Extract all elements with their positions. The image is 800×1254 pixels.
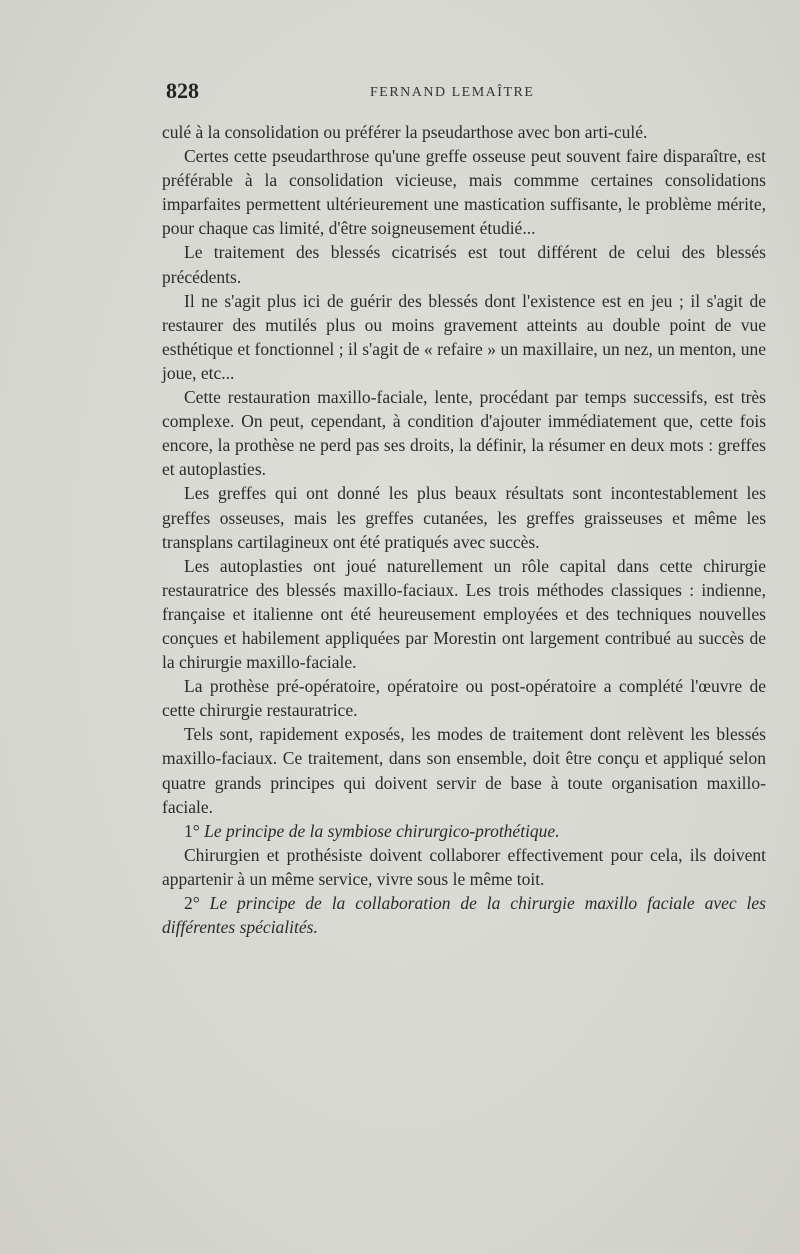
paragraph: Chirurgien et prothésiste doivent collaborer effectivement pour cela, ils doivent appartenir à un même service, vivre sous le même toit.	[162, 844, 766, 889]
running-head: FERNAND LEMAÎTRE	[370, 85, 535, 100]
principle-title: Le principe de la symbiose chirurgico-prothétique.	[204, 820, 560, 841]
paragraph: Les autoplasties ont joué naturellement un rôle capital dans cette chirurgie restauratrice des blessés maxillo-faciaux. Les trois méthodes classiques : indienne, française et italienne ont été heureusement employées et des techniques nouvelles conçues et habilement appliquées par Morestin ont largement contribué au succès de la chirurgie maxillo-faciale.	[162, 555, 766, 673]
paragraph: Tels sont, rapidement exposés, les modes de traitement dont relèvent les blessés maxillo-faciaux. Ce traitement, dans son ensemble, doit être conçu et appliqué selon quatre grands principes qui doivent servir de base à toute organisation maxillo-faciale.	[162, 724, 766, 817]
page-number: 828	[166, 78, 199, 103]
paragraph: La prothèse pré-opératoire, opératoire ou post-opératoire a complété l'œuvre de cette chirurgie restauratrice.	[162, 676, 766, 721]
paragraph: Cette restauration maxillo-faciale, lente, procédant par temps successifs, est très complexe. On peut, cependant, à condition d'ajouter immédiatement que, cette fois encore, la prothèse ne perd pas ses droits, la définir, la résumer en deux mots : greffes et autoplasties.	[162, 387, 766, 480]
paragraph: Il ne s'agit plus ici de guérir des blessés dont l'existence est en jeu ; il s'agit de restaurer des mutilés plus ou moins gravement atteints au double point de vue esthétique et fonctionnel ; il s'agit de « refaire » un maxillaire, un nez, un menton, une joue, etc...	[162, 290, 766, 383]
paragraph-continuation: culé à la consolidation ou préférer la pseudarthose avec bon arti-culé.	[162, 122, 648, 142]
principle-number: 2°	[184, 893, 200, 913]
paragraph: Certes cette pseudarthrose qu'une greffe osseuse peut souvent faire disparaître, est préférable à la consolidation vicieuse, mais commme certaines consolidations imparfaites permettent ultérieurement une mastication suffisante, le problème mérite, pour chaque cas limité, d'être soigneusement étudié...	[162, 146, 766, 239]
page-header	[0, 78, 800, 108]
principle-heading-2	[162, 891, 766, 939]
paragraph: Le traitement des blessés cicatrisés est tout différent de celui des blessés précédents.	[162, 242, 766, 287]
paragraph: Les greffes qui ont donné les plus beaux résultats sont incontestablement les greffes osseuses, mais les greffes cutanées, les greffes graisseuses et même les transplans cartilagineux ont été pratiqués avec succès.	[162, 483, 766, 552]
page-body	[162, 120, 766, 939]
principle-heading-1	[162, 819, 766, 843]
principle-number: 1°	[184, 820, 200, 841]
principle-title: Le principe de la collaboration de la chirurgie maxillo faciale avec les différentes spécialités.	[162, 893, 766, 938]
